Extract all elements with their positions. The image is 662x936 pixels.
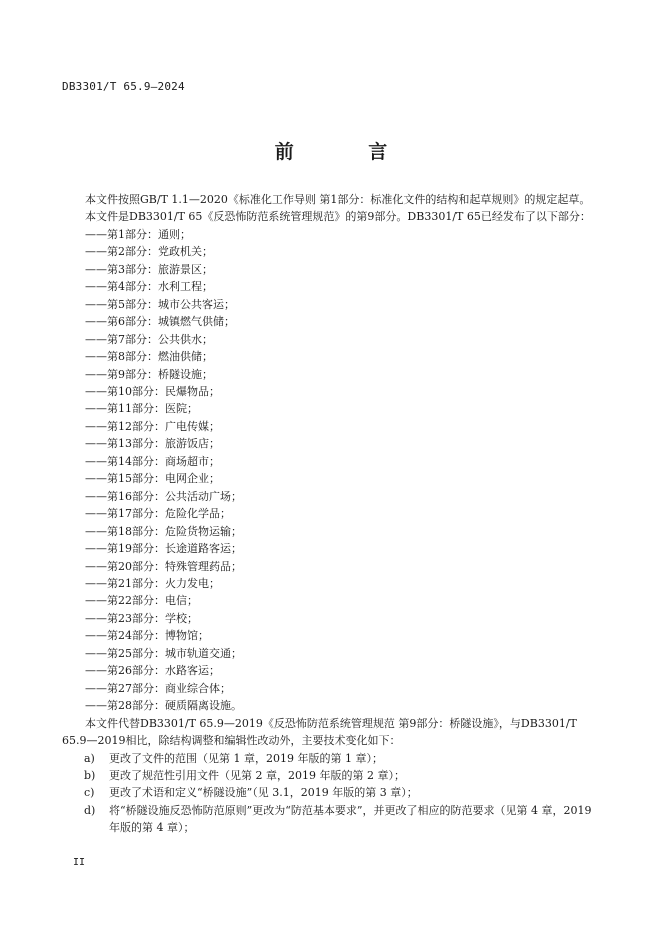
- part-list-item: ——第8部分：燃油供储；: [85, 350, 213, 364]
- part-list-item: ——第2部分：党政机关；: [85, 245, 213, 259]
- part-list-item: ——第22部分：电信；: [85, 594, 198, 608]
- list-marker: b): [84, 768, 96, 782]
- page-title: 前 言: [274, 141, 422, 163]
- part-list-item: ——第25部分：城市轨道交通；: [85, 646, 242, 660]
- part-list-item: ——第4部分：水利工程；: [85, 280, 213, 294]
- page-number: II: [73, 857, 86, 868]
- replacement-paragraph: 本文件代替DB3301/T 65.9—2019《反恐怖防范系统管理规范 第9部分：桥隧设施》，与DB3301/T 65.9—2019相比，除结构调整和编辑性改动外，主要技术变化如下：: [62, 716, 577, 748]
- change-text: 更改了文件的范围（见第 1 章，2019 年版的第 1 章）；: [109, 751, 383, 765]
- part-list-item: ——第27部分：商业综合体；: [85, 681, 231, 695]
- part-list-item: ——第6部分：城镇燃气供储；: [85, 315, 235, 329]
- change-list-item: [62, 802, 602, 837]
- intro-paragraph: 本文件是DB3301/T 65《反恐怖防范系统管理规范》的第9部分。DB3301/T 65已经发布了以下部分：: [85, 210, 591, 224]
- part-list-item: ——第12部分：广电传媒；: [85, 419, 220, 433]
- part-list-item: ——第9部分：桥隧设施；: [85, 367, 213, 381]
- part-list-item: ——第1部分：通则；: [85, 227, 191, 241]
- part-list-item: ——第23部分：学校；: [85, 611, 198, 625]
- list-marker: d): [84, 803, 96, 817]
- part-list-item: ——第20部分：特殊管理药品；: [85, 559, 242, 573]
- part-list-item: ——第28部分：硬质隔离设施。: [85, 699, 242, 713]
- part-list-item: ——第17部分：危险化学品；: [85, 507, 231, 521]
- part-list-item: ——第26部分：水路客运；: [85, 664, 220, 678]
- change-list-item: [62, 750, 602, 767]
- part-list-item: ——第7部分：公共供水；: [85, 332, 213, 346]
- part-list-item: ——第21部分：火力发电；: [85, 576, 220, 590]
- part-list-item: ——第13部分：旅游饭店；: [85, 437, 220, 451]
- changes-list: [62, 750, 602, 837]
- part-list-item: ——第5部分：城市公共客运；: [85, 297, 235, 311]
- change-list-item: [62, 767, 602, 784]
- part-list-item: ——第19部分：长途道路客运；: [85, 542, 242, 556]
- part-list-item: ——第11部分：医院；: [85, 402, 198, 416]
- document-code-header: DB3301/T 65.9—2024: [62, 80, 185, 93]
- part-list-item: ——第14部分：商场超市；: [85, 454, 220, 468]
- change-text: 更改了术语和定义“桥隧设施”（见 3.1，2019 年版的第 3 章）；: [109, 786, 418, 800]
- list-marker: a): [84, 751, 95, 765]
- list-marker: c): [84, 786, 95, 800]
- part-list-item: ——第10部分：民爆物品；: [85, 384, 220, 398]
- change-list-item: [62, 784, 602, 801]
- part-list-item: ——第16部分：公共活动广场；: [85, 489, 242, 503]
- intro-paragraph: 本文件按照GB/T 1.1—2020《标准化工作导则 第1部分：标准化文件的结构和起草规则》的规定起草。: [85, 193, 591, 206]
- part-list-item: ——第3部分：旅游景区；: [85, 262, 213, 276]
- part-list-item: ——第18部分：危险货物运输；: [85, 524, 242, 538]
- change-text: 更改了规范性引用文件（见第 2 章，2019 年版的第 2 章）；: [109, 768, 405, 782]
- parts-list: [62, 226, 602, 715]
- document-body: [62, 191, 602, 837]
- part-list-item: ——第15部分：电网企业；: [85, 472, 220, 486]
- change-text: 将“桥隧设施反恐怖防范原则”更改为“防范基本要求”，并更改了相应的防范要求（见第 4 章，2019 年版的第 4 章）；: [109, 803, 592, 835]
- part-list-item: ——第24部分：博物馆；: [85, 629, 209, 643]
